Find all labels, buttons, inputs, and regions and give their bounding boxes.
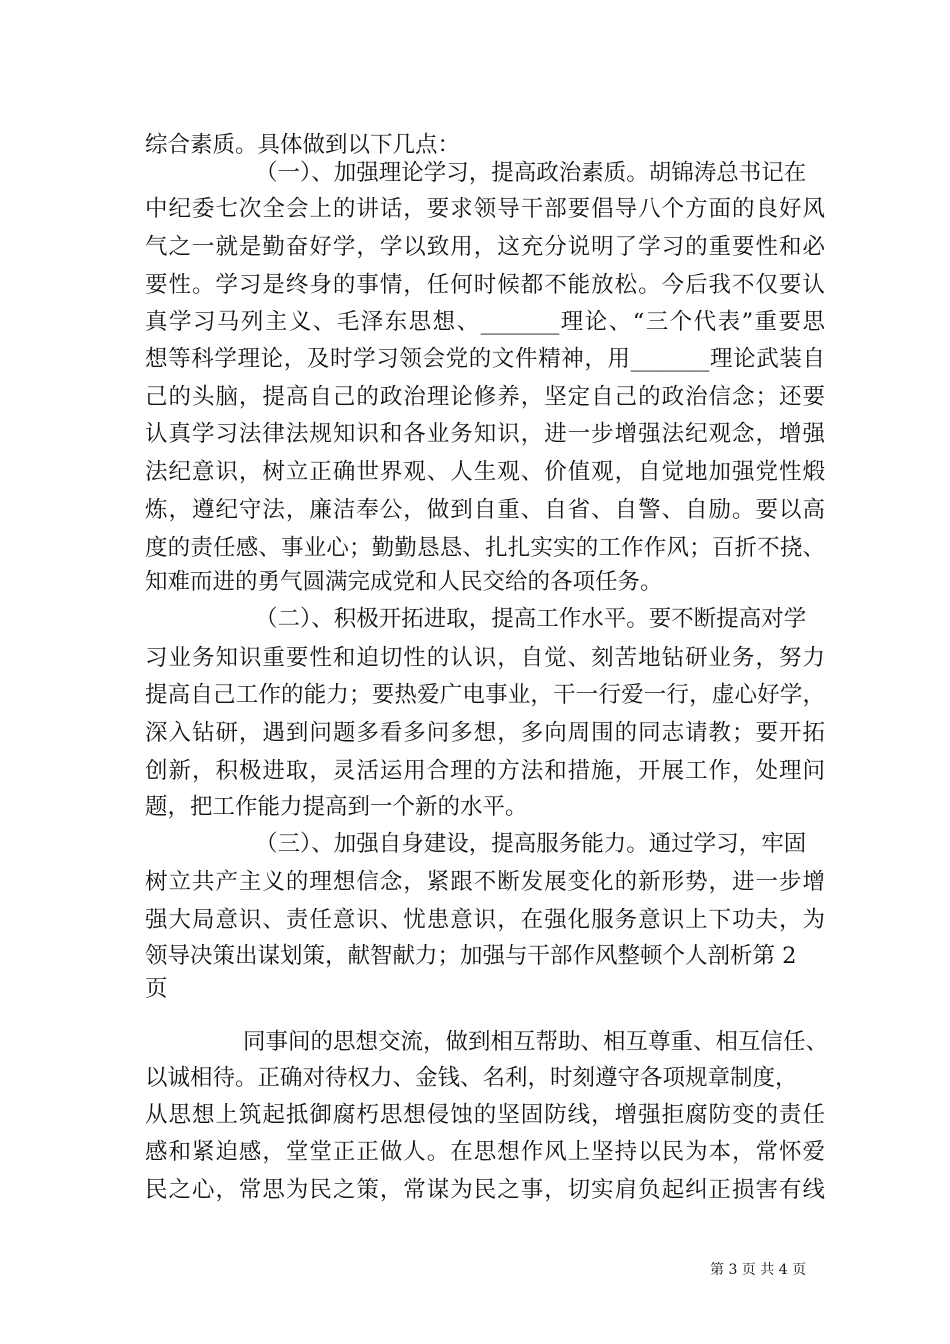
text-line: 创新，积极进取，灵活运用合理的方法和措施，开展工作，处理问 [145,758,825,784]
text-line: 提高自己工作的能力；要热爱广电事业，干一行爱一行，虚心好学， [145,682,825,708]
text-line: 领导决策出谋划策，献智献力；加强与干部作风整顿个人剖析第 2 [145,943,797,969]
text-line: （三）、加强自身建设，提高服务能力。通过学习，牢固 [255,831,807,857]
text-line: 炼，遵纪守法，廉洁奉公，做到自重、自省、自警、自励。要以高 [145,497,825,523]
text-line: 综合素质。具体做到以下几点： [145,132,461,158]
text-line: 度的责任感、事业心；勤勤恳恳、扎扎实实的工作作风；百折不挠、 [145,535,825,561]
text-line: 想等科学理论，及时学习领会党的文件精神，用_______理论武装自 [145,346,825,372]
text-line: 要性。学习是终身的事情，任何时候都不能放松。今后我不仅要认 [145,272,825,298]
text-line: 题，把工作能力提高到一个新的水平。 [145,794,528,820]
text-line: （一）、加强理论学习，提高政治素质。胡锦涛总书记在 [255,160,807,186]
text-line: 深入钻研，遇到问题多看多问多想，多向周围的同志请教；要开拓 [145,720,825,746]
text-line: 民之心，常思为民之策，常谋为民之事，切实肩负起纠正损害有线 [145,1177,825,1203]
text-line: 知难而进的勇气圆满完成党和人民交给的各项任务。 [145,569,663,595]
text-line: 真学习马列主义、毛泽东思想、_______理论、“三个代表”重要思 [145,309,825,335]
text-line: 页 [145,976,168,1002]
text-line: 以诚相待。正确对待权力、金钱、名利，时刻遵守各项规章制度， [145,1065,798,1091]
text-line: 己的头脑，提高自己的政治理论修养，坚定自己的政治信念；还要 [145,384,825,410]
text-line: 法纪意识，树立正确世界观、人生观、价值观，自觉地加强党性煅 [145,459,825,485]
text-line: 习业务知识重要性和迫切性的认识，自觉、刻苦地钻研业务，努力 [145,645,825,671]
text-line: 从思想上筑起抵御腐朽思想侵蚀的坚固防线，增强拒腐防变的责任 [145,1102,825,1128]
page-number: 第 3 页 共 4 页 [710,1262,807,1278]
text-line: 中纪委七次全会上的讲话，要求领导干部要倡导八个方面的良好风 [145,196,825,222]
text-line: 树立共产主义的理想信念，紧跟不断发展变化的新形势，进一步增 [145,869,825,895]
text-line: 强大局意识、责任意识、忧患意识，在强化服务意识上下功夫，为 [145,907,825,933]
text-line: 同事间的思想交流，做到相互帮助、相互尊重、相互信任、 [243,1029,829,1055]
text-line: 气之一就是勤奋好学，学以致用，这充分说明了学习的重要性和必 [145,234,825,260]
text-line: 感和紧迫感，堂堂正正做人。在思想作风上坚持以民为本，常怀爱 [145,1139,825,1165]
text-line: 认真学习法律法规知识和各业务知识，进一步增强法纪观念，增强 [145,421,825,447]
text-line: （二）、积极开拓进取，提高工作水平。要不断提高对学 [255,606,807,632]
